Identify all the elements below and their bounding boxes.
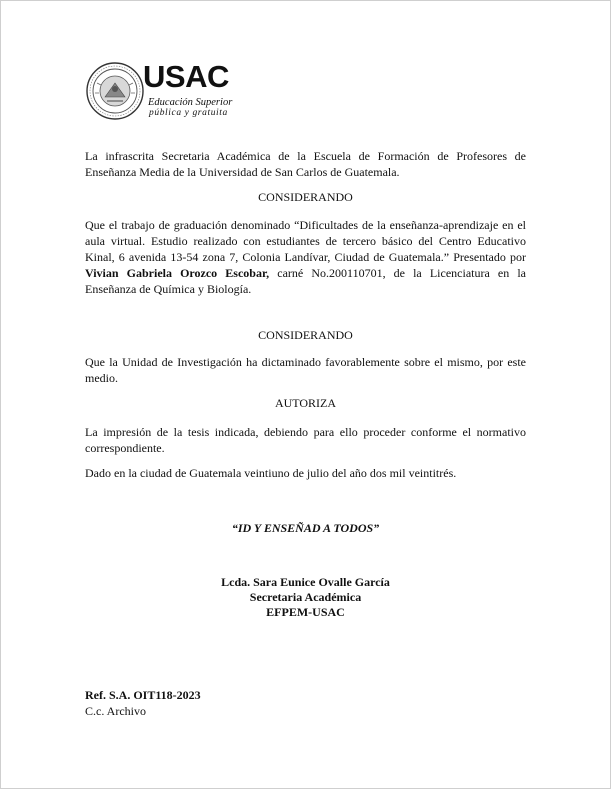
signatory-organization: EFPEM-USAC [266,605,345,619]
paragraph-research-unit: Que la Unidad de Investigación ha dictaminado favorablemente sobre el mismo, por este medio. [85,355,526,385]
university-seal-icon [85,61,145,121]
usac-logo [85,61,245,123]
motto: “ID Y ENSEÑAD A TODOS” [231,521,380,535]
logo-tagline: Educación Superior [148,97,233,108]
signatory-title: Secretaria Académica [249,590,362,604]
signatory-name: Lcda. Sara Eunice Ovalle García [221,575,390,589]
section-heading-considerando-1: CONSIDERANDO [258,190,353,204]
paragraph-thesis [85,217,526,297]
paragraph-date: Dado en la ciudad de Guatemala veintiuno de julio del año dos mil veintitrés. [85,466,457,480]
paragraph-thesis-text-end: carné No.200110701, de la Licenciatura en la Enseñanza de Química y Biología. [85,266,526,296]
paragraph-authorization: La impresión de la tesis indicada, debiendo para ello proceder conforme el normativo correspondiente. [85,425,526,455]
intro-paragraph: La infrascrita Secretaria Académica de la Escuela de Formación de Profesores de Enseñanza Media de la Universidad de San Carlos de Guatemala. [85,149,526,179]
carbon-copy: C.c. Archivo [85,704,146,718]
signature-block [85,575,526,620]
section-heading-autoriza: AUTORIZA [274,396,337,410]
section-heading-considerando-2: CONSIDERANDO [258,328,353,342]
logo-wordmark: USAC [143,59,229,94]
paragraph-thesis-text: Que el trabajo de graduación denominado “Dificultades de la enseñanza-aprendizaje en el aula virtual. Estudio realizado con estudiantes de tercero básico del Centro Educativo Kinal, 6 avenida 13-54 zona 7, Colonia Landívar, Ciudad de Guatemala.” Presentado por [85,218,526,264]
reference-number: Ref. S.A. OIT118-2023 [85,688,201,702]
logo-tagline-secondary: pública y gratuita [149,108,228,118]
student-name: Vivian Gabriela Orozco Escobar, [85,266,270,280]
reference-block [85,687,526,719]
